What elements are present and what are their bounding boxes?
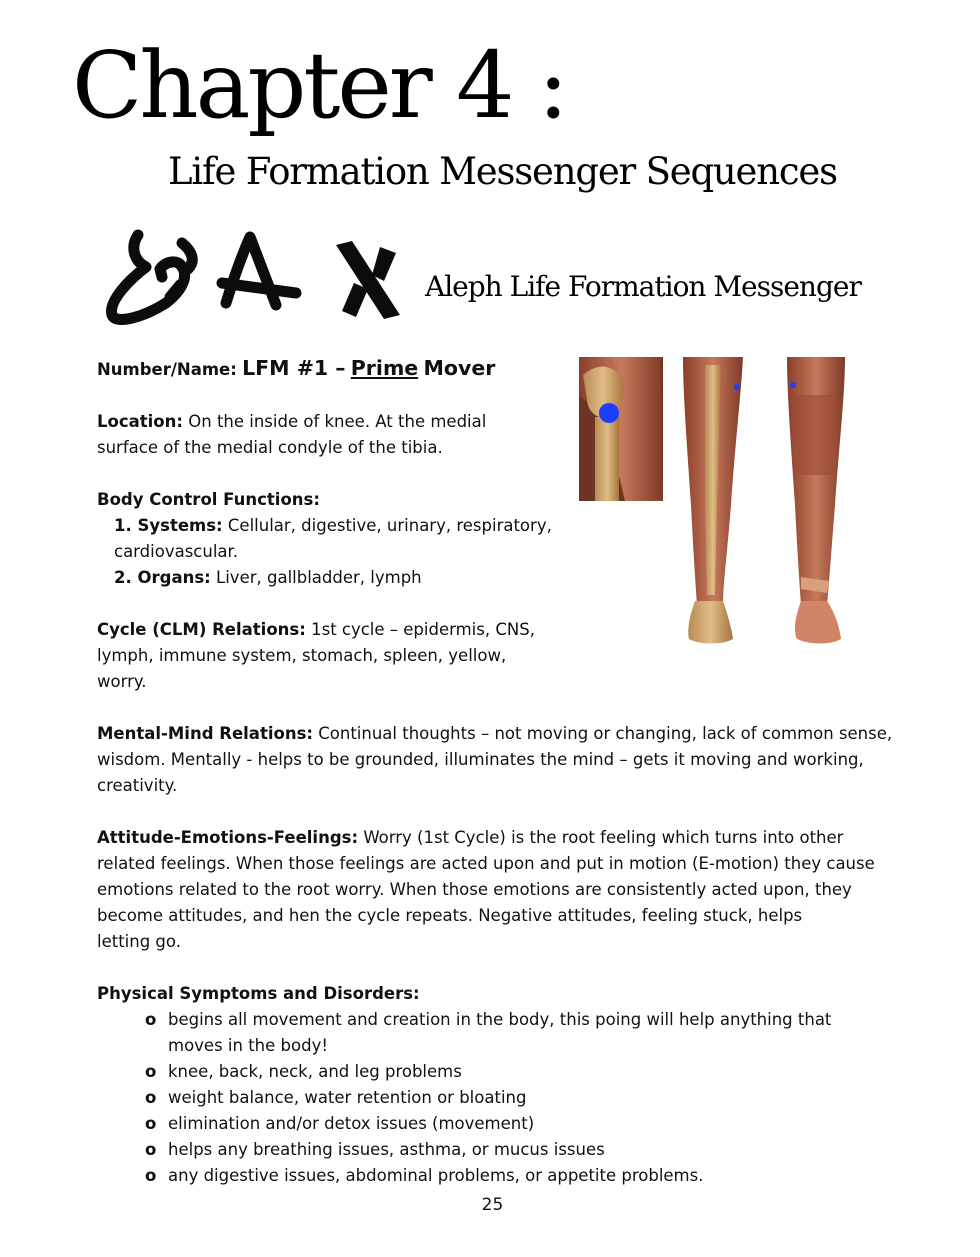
cycle-text-line-3: worry. (97, 672, 147, 691)
bullet-marker: o (145, 1114, 157, 1133)
bullet-marker: o (145, 1166, 157, 1185)
bullet-marker: o (145, 1140, 157, 1159)
number-name-prefix: LFM #1 – (242, 356, 346, 380)
chapter-title: Chapter 4 : (72, 32, 566, 139)
number-name-row (97, 355, 897, 383)
attitude-text: Worry (1st Cycle) is the root feeling which turns into other (363, 828, 844, 847)
number-name-label: Number/Name: (97, 360, 237, 379)
body-control-label: Body Control Functions: (97, 490, 320, 509)
number-name-underlined: Prime (350, 356, 419, 380)
organs-label: 2. Organs: (114, 568, 211, 587)
list-item (145, 1007, 897, 1059)
cycle-text: 1st cycle – epidermis, CNS, (311, 620, 535, 639)
aleph-heading: Aleph Life Formation Messenger (425, 270, 861, 303)
systems-line (97, 513, 897, 539)
paleo-aleph-glyph (222, 237, 296, 305)
systems-label: 1. Systems: (114, 516, 223, 535)
bullet-marker: o (145, 1062, 157, 1081)
bullet-marker: o (145, 1010, 157, 1029)
location-text-line-2: surface of the medial condyle of the tibia. (97, 438, 443, 457)
attitude-text-line-3: emotions related to the root worry. When those emotions are consistently acted upon, they (97, 880, 852, 899)
list-item-continuation: moves in the body! (168, 1036, 328, 1055)
bullet-marker: o (145, 1088, 157, 1107)
list-item-text: elimination and/or detox issues (movement) (168, 1114, 535, 1133)
chapter-subtitle: Life Formation Messenger Sequences (168, 150, 837, 193)
location-text: On the inside of knee. At the medial (188, 412, 487, 431)
list-item-text: knee, back, neck, and leg problems (168, 1062, 462, 1081)
systems-text: Cellular, digestive, urinary, respiratory, (227, 516, 552, 535)
aleph-glyphs-image (100, 225, 410, 335)
list-item-text: weight balance, water retention or bloating (168, 1088, 527, 1107)
cycle-label: Cycle (CLM) Relations: (97, 620, 306, 639)
list-item (145, 1111, 897, 1137)
ancient-ox-glyph (112, 235, 193, 319)
attitude-text-line-2: related feelings. When those feelings are acted upon and put in motion (E-motion) they cause (97, 854, 875, 873)
mental-text: Continual thoughts – not moving or changing, lack of common sense, (318, 724, 893, 743)
mental-line (97, 721, 897, 747)
location-line (97, 409, 897, 435)
list-item-text: helps any breathing issues, asthma, or mucus issues (168, 1140, 605, 1159)
location-label: Location: (97, 412, 183, 431)
symptom-list (97, 1007, 897, 1189)
attitude-line (97, 825, 897, 851)
page-number: 25 (481, 1195, 504, 1215)
number-name-suffix: Mover (423, 356, 496, 380)
attitude-text-line-4: become attitudes, and hen the cycle repeats. Negative attitudes, feeling stuck, helps (97, 906, 803, 925)
organs-line (97, 565, 897, 591)
organs-text: Liver, gallbladder, lymph (216, 568, 422, 587)
cycle-text-line-2: lymph, immune system, stomach, spleen, yellow, (97, 646, 507, 665)
mental-text-line-3: creativity. (97, 776, 178, 795)
list-item (145, 1137, 897, 1163)
mental-label: Mental-Mind Relations: (97, 724, 313, 743)
list-item (145, 1163, 897, 1189)
systems-text-line-2: cardiovascular. (114, 542, 239, 561)
list-item-text: begins all movement and creation in the body, this poing will help anything that (168, 1010, 832, 1029)
mental-text-line-2: wisdom. Mentally - helps to be grounded, illuminates the mind – gets it moving and working, (97, 750, 864, 769)
list-item-text: any digestive issues, abdominal problems, or appetite problems. (168, 1166, 704, 1185)
physical-label: Physical Symptoms and Disorders: (97, 984, 420, 1003)
cycle-line (97, 617, 897, 643)
attitude-label: Attitude-Emotions-Feelings: (97, 828, 359, 847)
attitude-text-line-5: letting go. (97, 932, 181, 951)
list-item (145, 1059, 897, 1085)
lfm-details (97, 355, 897, 1189)
hebrew-aleph-glyph (336, 241, 400, 319)
list-item (145, 1085, 897, 1111)
